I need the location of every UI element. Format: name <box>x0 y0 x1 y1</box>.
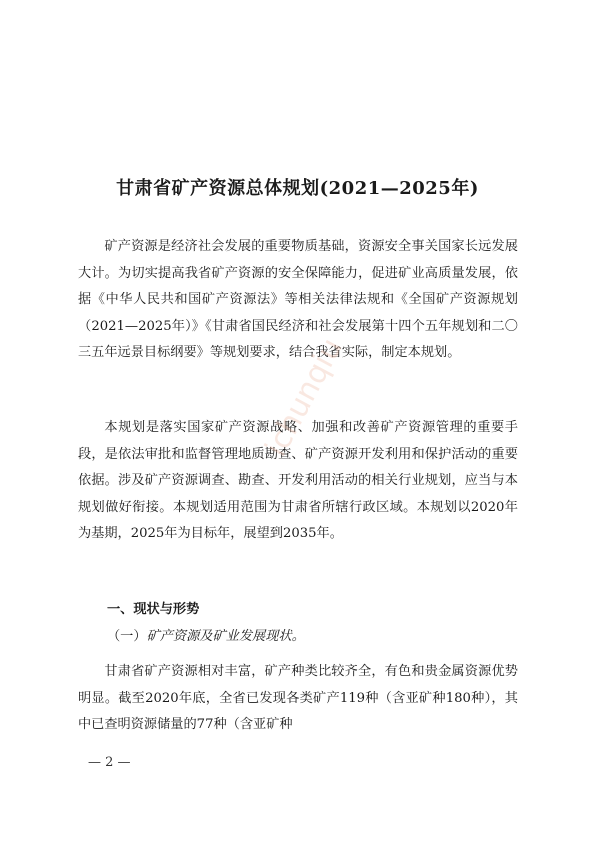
paragraph-status: 甘肃省矿产资源相对丰富，矿产种类比较齐全，有色和贵金属资源优势明显。截至2020年底，全省已发现各类矿产119种（含亚矿种180种），其中已查明资源储量的77种（含亚矿种 <box>78 664 518 732</box>
paragraph-scope: 本规划是落实国家矿产资源战略、加强和改善矿产资源管理的重要手段，是依法审批和监督管理地质勘查、矿产资源开发利用和保护活动的重要依据。涉及矿产资源调查、勘查、开发利用活动的相关行业规划，应当与本规划做好衔接。本规划适用范围为甘肃省所辖行政区域。本规划以2020年为基期，2025年为目标年，展望到2035年。 <box>78 420 518 541</box>
subsection-number: （一） <box>107 629 147 644</box>
subsection-text: 矿产资源及矿业发展现状。 <box>146 629 305 644</box>
paragraph-intro: 矿产资源是经济社会发展的重要物质基础，资源安全事关国家长远发展大计。为切实提高我省矿产资源的安全保障能力，促进矿业高质量发展，依据《中华人民共和国矿产资源法》等相关法律法规和《全国矿产资源规划（2021—2025年）》《甘肃省国民经济和社会发展第十四个五年规划和二〇三五年远景目标纲要》等规划要求，结合我省实际，制定本规划。 <box>78 239 518 360</box>
section-heading: 一、现状与形势 <box>107 602 200 617</box>
watermark: ichunqiu <box>258 332 350 463</box>
page-number: — 2 — <box>88 755 131 770</box>
subsection-heading <box>107 625 305 644</box>
document-title: 甘肃省矿产资源总体规划(2021—2025年) <box>116 178 479 199</box>
